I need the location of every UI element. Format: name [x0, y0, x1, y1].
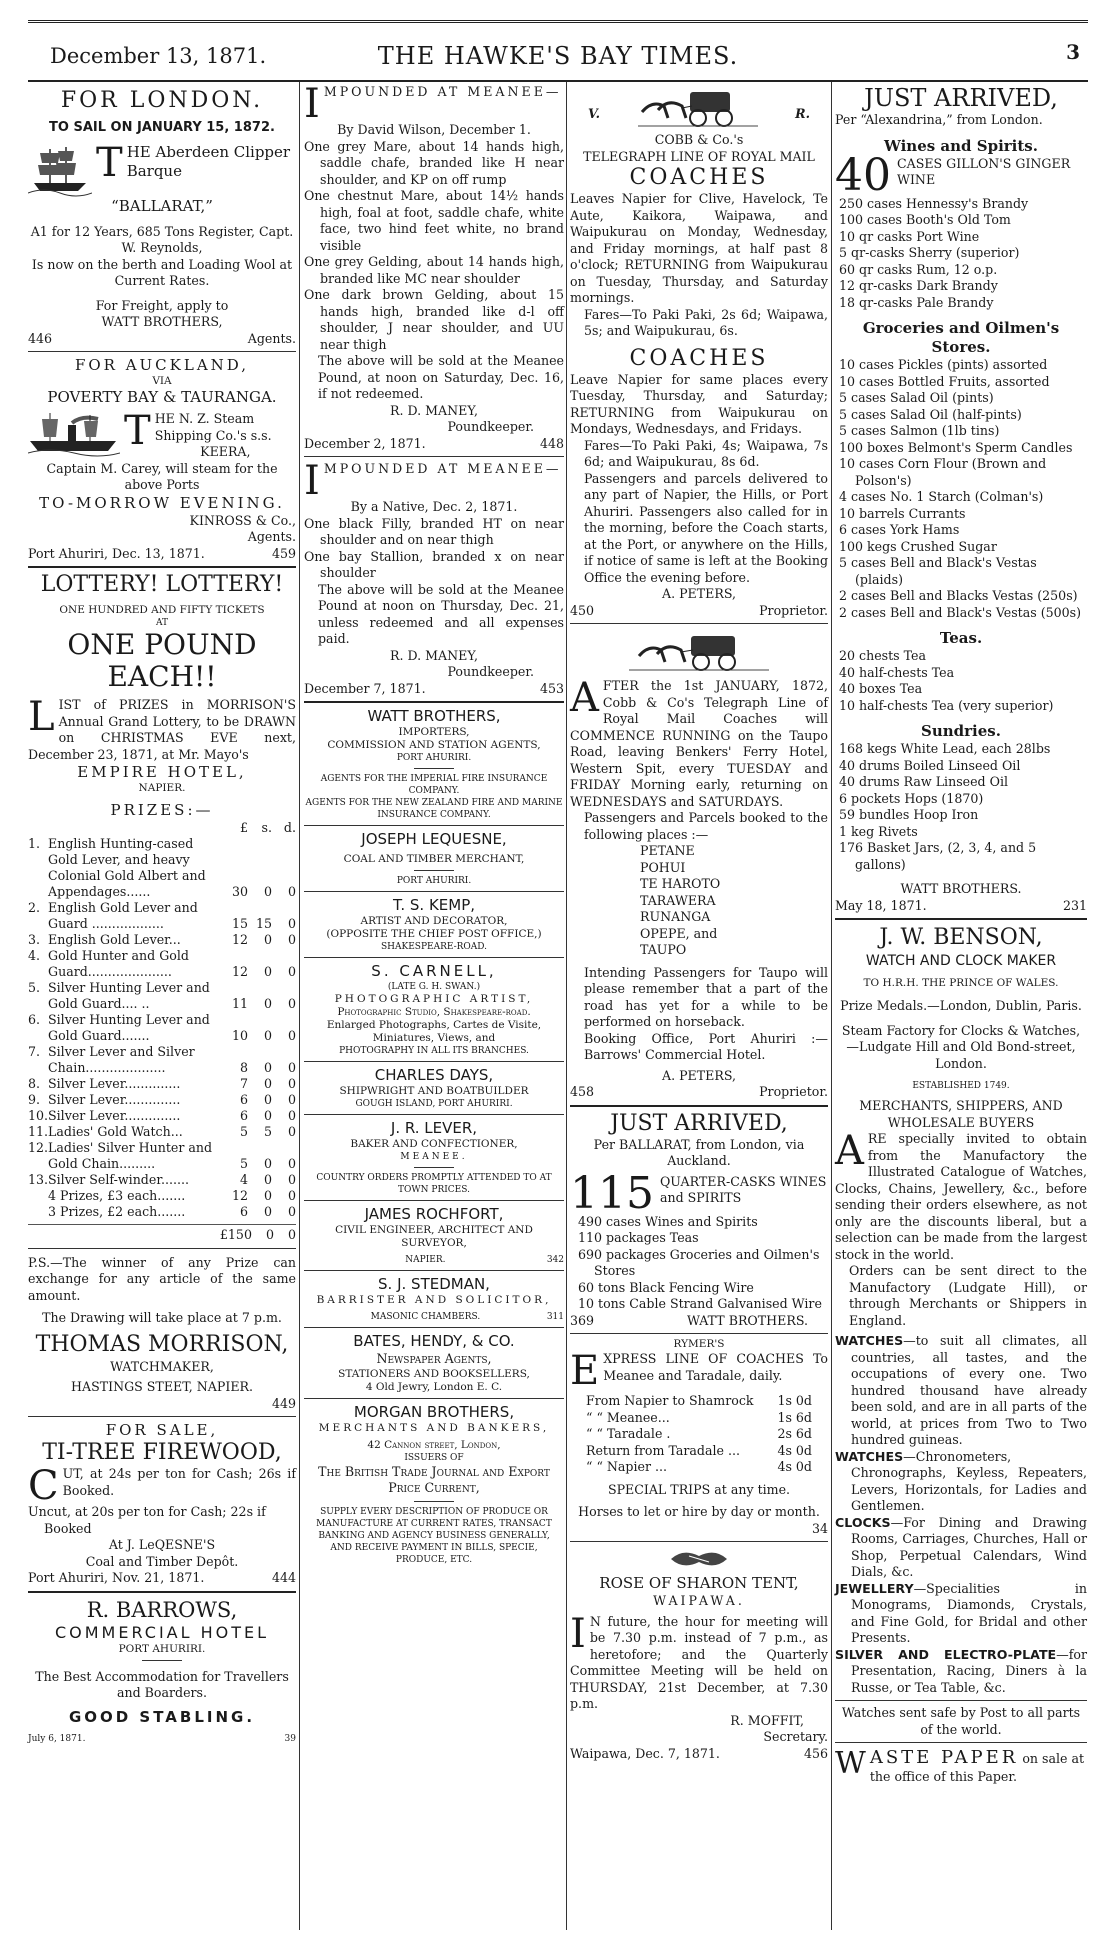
- prize-row: [28, 1092, 296, 1108]
- list-item: 10 barrels Currants: [839, 505, 966, 521]
- prize-cell: 10.: [28, 1108, 49, 1123]
- prize-cell: 0: [263, 932, 272, 947]
- category-text: —Specialities in Monograms, Diamonds, Crystals, and Fine Gold, for Bridal and other Presents.: [851, 1580, 1087, 1645]
- list-item: 60 tons Black Fencing Wire: [578, 1279, 754, 1295]
- prize-cell: 7.: [28, 1044, 41, 1059]
- list-item: 20 chests Tea: [839, 648, 927, 663]
- prize-row: [28, 1108, 296, 1124]
- prize-cell: 12: [231, 964, 248, 979]
- list-item: 10 cases Pickles (pints) assorted: [839, 357, 1048, 372]
- prize-cell: 5: [263, 1124, 272, 1139]
- prize-cell: 0: [263, 1188, 272, 1203]
- ship-name: “BALLARAT,”: [111, 196, 213, 215]
- ad-morgan-brothers: MORGAN BROTHERS, MERCHANTS AND BANKERS, 42 Cannon street, London, ISSUERS OF The British Trade Journal and Export Price Current, SUPPLY EVERY DESCRIPTION OF PRODUCE OR MANUFACTURE AT CURRENT RATES, TRANSACT BANKING AND AGENCY BUSINESS GENERALLY, AND RECEIVE PAYMENT IN BILLS, SPECIE, PRODUCE, ETC.: [304, 1403, 564, 1566]
- prize-cell: Silver Lever..............: [48, 1108, 181, 1123]
- fare-price: 1s 6d: [777, 1409, 812, 1425]
- ad-heading: MPOUNDED AT MEANEE—: [323, 84, 562, 99]
- fare-row: [586, 1459, 812, 1476]
- prize-cell: 0: [263, 1028, 272, 1043]
- list-item: RUNANGA: [640, 909, 711, 924]
- ad-heading: LOTTERY! LOTTERY!: [40, 572, 284, 597]
- list-item: 100 boxes Belmont's Sperm Candles: [839, 439, 1073, 455]
- prize-cell: 5: [239, 1156, 248, 1171]
- ad-carnell: S. CARNELL, (LATE G. H. SWAN.) PHOTOGRAPHIC ARTIST, Photographic Studio, Shakespeare-road. Enlarged Photographs, Cartes de Visite, Miniatures, Views, and PHOTOGRAPHY IN ALL ITS BRANCHES.: [304, 962, 564, 1057]
- ad-lottery: LOTTERY! LOTTERY! ONE HUNDRED AND FIFTY TICKETS AT ONE POUND EACH!! LIST of PRIZES in MORRISON'S Annual Grand Lottery, to be DRAWN on CHRISTMAS EVE next, December 23, 1871, at Mr. Mayo's EMPIRE HOTEL, NAPIER. PRIZES:— £ s. d. 1. English Hunting-cased Gold Lever, and heavy Colonial Gold Albert and Appendages...... 30 0 0 2. English Gold Lever and Guard .................. 15 15 0 3. English Gold Lever... 12 0 0 4. Gold Hunter and Gold Guard..................... 12 0 0 5. Silver Hunting Lever and Gold Guard.... .. 11 0 0 6. Silver Hunting Lever and Gold Guard....... 10 0 0 7. Silver Lever and Silver Chain.................... 8 0 0 8. Silver Lever.............. 7 0 0 9. Silver Lever.............. 6 0 0 10. Silver Lever.............. 6 0 0 11. Ladies' Gold Watch... 5 5 0 12. Ladies' Silver Hunter and Gold Chain......... 5 0 0 13. Silver Self-winder....... 4 0 0 4 Prizes, £3 each....... 12 0 0 3 Prizes, £2 each....... 6 0 0 £150 0 0 P.S.—The winner of any Prize can exchange for any article of the same amount. The Drawing will take place at 7 p.m. THOMAS MORRISON, WATCHMAKER, HASTINGS STEET, NAPIER. 449: [28, 572, 296, 1411]
- ad-rose-of-sharon: ROSE OF SHARON TENT, WAIPAWA. I N future, the hour for meeting will be 7.30 p.m. instead of 7 p.m., as heretofore; and the Quarterly Committee Meeting will be held on THURSDAY, 21st December, at 7.30 p.m. R. MOFFIT, Secretary. Waipawa, Dec. 7, 1871. 456: [570, 1546, 828, 1762]
- prize-row: [28, 948, 296, 980]
- category-keyword: SILVER AND ELECTRO-PLATE: [835, 1646, 1057, 1662]
- prize-cell: 0: [263, 1076, 272, 1091]
- ad-just-arrived-alexandrina: JUST ARRIVED, Per “Alexandrina,” from London. Wines and Spirits. 40 CASES GILLON'S GINGER WINE 250 cases Hennessy's Brandy 100 cases Booth's Old Tom 10 qr casks Port Wine 5 qr-casks Sherry (superior) 60 qr casks Rum, 12 o.p. 12 qr-casks Dark Brandy 18 qr-casks Pale Brandy Groceries and Oilmen's Stores. 10 cases Pickles (pints) assorted 10 cases Bottled Fruits, assorted 5 cases Salad Oil (pints) 5 cases Salad Oil (half-pints) 5 cases Salmon (1lb tins) 100 boxes Belmont's Sperm Candles 10 cases Corn Flour (Brown and Polson's) 4 cases No. 1 Starch (Colman's) 10 barrels Currants 6 cases York Hams 100 kegs Crushed Sugar 5 cases Bell and Black's Vestas (plaids) 2 cases Bell and Blacks Vestas (250s) 2 cases Bell and Black's Vestas (500s) Teas. 20 chests Tea 40 half-chests Tea 40 boxes Tea 10 half-chests Tea (very superior) Sundries. 168 kegs White Lead, each 28lbs 40 drums Boiled Linseed Oil 40 drums Raw Linseed Oil 6 pockets Hops (1870) 59 bundles Hoop Iron 1 keg Rivets 176 Basket Jars, (2, 3, 4, and 5 gallons) WATT BROTHERS. May 18, 1871. 231: [835, 84, 1087, 913]
- column-3: [570, 84, 828, 1762]
- list-item: 5 cases Salad Oil (half-pints): [839, 406, 1022, 422]
- category-keyword: WATCHES: [835, 1333, 904, 1348]
- prize-cell: 4 Prizes, £3 each.......: [48, 1188, 186, 1203]
- prize-cell: Ladies' Silver Hunter and Gold Chain.........: [48, 1140, 213, 1171]
- prize-cell: 5: [239, 1124, 248, 1139]
- top-rule: [28, 20, 1088, 23]
- list-item: TE HAROTO: [640, 876, 721, 891]
- list-item: 2 cases Bell and Blacks Vestas (250s): [839, 588, 1078, 603]
- category-keyword: WATCHES: [835, 1448, 904, 1464]
- ad-heading: J. W. BENSON,: [879, 925, 1043, 950]
- fare-route: “ “ Taradale .: [586, 1426, 671, 1441]
- list-item: 5 cases Salad Oil (pints): [839, 390, 994, 405]
- list-item: 4 cases No. 1 Starch (Colman's): [839, 489, 1044, 504]
- ad-rymers-coaches: RYMER'S EXPRESS LINE OF COACHES To Meanee and Taradale, daily. From Napier to Shamrock 1s 0d “ “ Meanee... 1s 6d “ “ Taradale . 2s 6d Return from Taradale ... 4s 0d “ “ Napier ... 4s 0d SPECIAL TRIPS at any time. Horses to let or hire by day or month. 34: [570, 1338, 828, 1536]
- prize-cell: Silver Lever..............: [48, 1092, 181, 1107]
- prize-cell: 0: [287, 1188, 296, 1203]
- list-item: 10 cases Bottled Fruits, assorted: [839, 373, 1050, 389]
- stagecoach-icon: [638, 84, 758, 130]
- ad-just-arrived-ballarat: JUST ARRIVED, Per BALLARAT, from London, via Auckland. 115 QUARTER-CASKS WINES and SPIRITS 490 cases Wines and Spirits 110 packages Teas 690 packages Groceries and Oilmen's Stores 60 tons Black Fencing Wire 10 tons Cable Strand Galvanised Wire 369 WATT BROTHERS.: [570, 1110, 827, 1328]
- prize-cell: 3 Prizes, £2 each.......: [48, 1204, 186, 1219]
- prize-cell: 12.: [28, 1140, 49, 1155]
- list-item: 10 half-chests Tea (very superior): [839, 697, 1054, 713]
- prize-row: [28, 1044, 296, 1076]
- benson-category: [835, 1581, 1087, 1647]
- prize-row: [28, 932, 296, 948]
- stagecoach-icon: [629, 628, 769, 674]
- prize-cell: 9.: [28, 1092, 41, 1107]
- prize-cell: 0: [263, 1060, 272, 1075]
- ad-kemp: T. S. KEMP, ARTIST AND DECORATOR, (OPPOSITE THE CHIEF POST OFFICE,) SHAKESPEARE-ROAD.: [304, 896, 564, 953]
- prize-row: [28, 980, 296, 1012]
- ship-icon: [28, 143, 92, 197]
- prize-cell: Silver Hunting Lever and Gold Guard.......: [48, 1012, 210, 1043]
- ad-impounded-2: IMPOUNDED AT MEANEE— By a Native, Dec. 2, 1871. One black Filly, branded HT on near shoulder and on near thigh One bay Stallion, branded x on near shoulder The above will be sold at the Meanee Pound at noon on Thursday, Dec. 21, unless redeemed and all expenses paid. R. D. MANEY, Poundkeeper. December 7, 1871. 453: [304, 458, 564, 696]
- prize-cell: 0: [287, 1076, 296, 1091]
- prize-cell: 7: [239, 1076, 248, 1091]
- prize-cell: 3.: [28, 932, 41, 947]
- prize-cell: 0: [287, 932, 296, 947]
- prize-cell: 0: [287, 1092, 296, 1107]
- prize-cell: Silver Self-winder.......: [48, 1172, 189, 1187]
- ad-heading: MPOUNDED AT MEANEE—: [323, 461, 562, 476]
- list-item: 2 cases Bell and Black's Vestas (500s): [839, 604, 1082, 620]
- prize-cell: 12: [231, 932, 248, 947]
- list-item: One grey Mare, about 14 hands high, saddle chafe, branded like H near shoulder, and KP on off rump: [304, 138, 564, 187]
- fare-route: “ “ Napier ...: [586, 1459, 667, 1474]
- prize-row: [28, 1204, 296, 1220]
- list-item: 40 drums Raw Linseed Oil: [839, 774, 1009, 789]
- prize-cell: 0: [263, 1108, 272, 1123]
- prize-cell: 2.: [28, 900, 41, 915]
- prize-row: [28, 900, 296, 932]
- prize-cell: Ladies' Gold Watch...: [48, 1124, 183, 1139]
- prize-row: [28, 1124, 296, 1140]
- prize-cell: 12: [231, 1188, 248, 1203]
- ad-barrows: R. BARROWS, COMMERCIAL HOTEL PORT AHURIRI. The Best Accommodation for Travellers and Boarders. GOOD STABLING. July 6, 1871. 39: [28, 1597, 296, 1744]
- prize-cell: 13.: [28, 1172, 49, 1187]
- prize-cell: Silver Hunting Lever and Gold Guard.... ..: [48, 980, 210, 1011]
- prize-cell: 6.: [28, 1012, 41, 1027]
- prize-cell: 0: [263, 1204, 272, 1219]
- ad-taupo-coaches: AFTER the 1st JANUARY, 1872, Cobb & Co's Telegraph Line of Royal Mail Coaches will COMMENCE RUNNING on the Taupo Road, leaving Benkers' Ferry Hotel, Western Spit, every TUESDAY and FRIDAY Morning early, returning on WEDNESDAYS and SATURDAYS. Passengers and Parcels booked to the following places :— PETANE POHUI TE HAROTO TARAWERA RUNANGA OPEPE, and TAUPO Intending Passengers for Taupo will please remember that a part of the road has yet for a while to be performed on horseback. Booking Office, Port Ahuriri :—Barrows' Commercial Hotel. A. PETERS, 458 Proprietor.: [570, 628, 828, 1101]
- prize-cell: 0: [263, 884, 272, 899]
- prize-cell: 8: [239, 1060, 248, 1075]
- list-item: One grey Gelding, about 14 hands high, branded like MC near shoulder: [304, 254, 564, 286]
- fare-row: [586, 1410, 812, 1427]
- column-divider: [831, 82, 832, 1930]
- prize-cell: 1.: [28, 836, 41, 851]
- prize-cell: 11: [231, 996, 248, 1011]
- prize-cell: Silver Lever..............: [48, 1076, 181, 1091]
- list-item: 690 packages Groceries and Oilmen's Stores: [578, 1246, 820, 1278]
- sail-date: TO SAIL ON JANUARY 15, 1872.: [49, 120, 275, 135]
- category-text: —For Dining and Drawing Rooms, Carriages, Churches, Hall or Shop, Perpetual Calendars, Wind Dials, &c.: [851, 1514, 1087, 1579]
- ad-heading: JUST ARRIVED,: [864, 84, 1058, 112]
- list-item: 250 cases Hennessy's Brandy: [839, 195, 1029, 211]
- steamship-icon: [28, 411, 120, 457]
- prize-cell: [28, 1204, 48, 1220]
- prize-cell: 0: [263, 1156, 272, 1171]
- benson-category: [835, 1647, 1087, 1697]
- ad-heading: J. R. LEVER,: [390, 1119, 478, 1137]
- list-item: OPEPE, and: [640, 925, 718, 941]
- list-item: 18 qr-casks Pale Brandy: [839, 294, 994, 310]
- fare-route: Return from Taradale ...: [586, 1442, 740, 1458]
- list-item: PETANE: [640, 843, 695, 858]
- ad-heading: R. BARROWS,: [86, 1597, 238, 1622]
- column-2: [304, 81, 564, 1566]
- benson-category: [835, 1515, 1087, 1581]
- ad-waste-paper: W ASTE PAPER on sale at the office of this Paper.: [835, 1746, 1085, 1784]
- prize-cell: 0: [287, 1156, 296, 1171]
- ad-heading: ASTE PAPER: [869, 1747, 1019, 1768]
- list-item: 5 cases Salmon (1lb tins): [839, 423, 1000, 438]
- prize-cell: English Gold Lever and Guard ..................: [48, 900, 198, 931]
- fare-price: 4s 0d: [777, 1442, 812, 1458]
- ad-watt-brothers: WATT BROTHERS, IMPORTERS, COMMISSION AND STATION AGENTS, PORT AHURIRI. AGENTS FOR THE IMPERIAL FIRE INSURANCE COMPANY. AGENTS FOR THE NEW ZEALAND FIRE AND MARINE INSURANCE COMPANY.: [305, 707, 563, 820]
- prize-row: [28, 1012, 296, 1044]
- fare-price: 4s 0d: [777, 1459, 812, 1474]
- list-item: 5 cases Bell and Black's Vestas (plaids): [839, 555, 1037, 587]
- prize-cell: Gold Hunter and Gold Guard.....................: [48, 948, 189, 979]
- ad-heading: WATT BROTHERS,: [367, 707, 501, 725]
- prize-cell: Silver Lever and Silver Chain....................: [48, 1044, 195, 1075]
- list-item: One black Filly, branded HT on near shoulder and on near thigh: [304, 515, 564, 547]
- prize-cell: 0: [287, 1060, 296, 1075]
- page-number: 3: [1066, 40, 1080, 64]
- fare-route: “ “ Meanee...: [586, 1409, 670, 1425]
- list-item: 40 drums Boiled Linseed Oil: [839, 757, 1021, 773]
- fare-price: 1s 0d: [777, 1393, 812, 1408]
- list-item: 6 pockets Hops (1870): [839, 790, 984, 806]
- masthead-title: THE HAWKE'S BAY TIMES.: [377, 42, 739, 70]
- ad-heading: BATES, HENDY, & CO.: [353, 1332, 515, 1350]
- prize-cell: 6: [239, 1092, 248, 1107]
- prize-cell: 0: [263, 964, 272, 979]
- prize-cell: 5.: [28, 980, 41, 995]
- ad-heading: T. S. KEMP,: [392, 896, 476, 914]
- ad-lever: J. R. LEVER, BAKER AND CONFECTIONER, MEANEE. COUNTRY ORDERS PROMPTLY ATTENDED TO AT TOWN PRICES.: [304, 1119, 564, 1196]
- prize-cell: 6: [239, 1108, 248, 1123]
- benson-category: [835, 1333, 1087, 1449]
- list-item: One bay Stallion, branded x on near shoulder: [304, 548, 564, 580]
- prize-cell: 0: [263, 1092, 272, 1107]
- list-item: 6 cases York Hams: [839, 522, 960, 537]
- prize-row: [28, 1076, 296, 1092]
- prize-cell: [28, 1188, 48, 1204]
- ad-heading: FOR AUCKLAND,: [74, 356, 250, 374]
- category-text: —to suit all climates, all countries, all tastes, and the occupations of every one. Two hundred thousand have already been sold, and are in all parts of the world, at prices from Two to Two hundred guineas.: [851, 1333, 1087, 1447]
- ad-heading: JUST ARRIVED,: [610, 1110, 788, 1136]
- ad-heading: FOR LONDON.: [60, 88, 264, 113]
- list-item: One chestnut Mare, about 14½ hands high, foal at foot, saddle chafe, white face, two hind feet white, no brand visible: [304, 188, 564, 253]
- fare-price: 2s 6d: [777, 1426, 812, 1441]
- masthead: [28, 38, 1088, 78]
- prize-cell: 0: [287, 1108, 296, 1123]
- prize-cell: 30: [231, 884, 248, 899]
- prize-cell: 15: [255, 916, 272, 931]
- ad-benson: J. W. BENSON, WATCH AND CLOCK MAKER TO H.R.H. THE PRINCE OF WALES. Prize Medals.—London, Dublin, Paris. Steam Factory for Clocks & Watches, —Ludgate Hill and Old Bond-street, London. ESTABLISHED 1749. MERCHANTS, SHIPPERS, AND WHOLESALE BUYERS ARE specially invited to obtain from the Manufactory the Illustrated Catalogue of Watches, Clocks, Chains, Jewellery, &c., before sending their orders elsewhere, as not only are the discounts liberal, but a selection can be made from the largest stock in the world. Orders can be sent direct to the Manufactory (Ludgate Hill), or through Merchants or Shippers in England. WATCHES—to suit all climates, all countries, all tastes, and the occupations of every one. Two hundred thousand have already been sold, and are in all parts of the world, at prices from Two to Two hundred guineas. WATCHES—Chronometers, Chronographs, Keyless, Repeaters, Levers, Horizontals, for Ladies and Gentlemen. CLOCKS—For Dining and Drawing Rooms, Carriages, Churches, Hall or Shop, Perpetual Calendars, Wind Dials, &c. JEWELLERY—Specialities in Monograms, Diamonds, Crystals, and Fine Gold, for Bridal and other Presents. SILVER AND ELECTRO-PLATE—for Presentation, Racing, Diners à la Russe, or Tea Table, &c. Watches sent safe by Post to all parts of the world.: [835, 925, 1087, 1737]
- ad-heading: MORGAN BROTHERS,: [353, 1402, 515, 1421]
- ad-cobb-coaches: V. R. COBB & Co.'s TELEGRAPH LINE OF ROYAL MAIL COACHES Leaves Napier for Clive, Havelock, Te Aute, Kaikora, Waipawa, and Waipukurau on Monday, Wednesday, and Friday mornings, at half past 8 o'clock; RETURNING from Waipukurau on Tuesday, Thursday, and Saturday mornings. Fares—To Paki Paki, 2s 6d; Waipawa, 5s; and Waipukurau, 6s. COACHES Leave Napier for same places every Tuesday, Thursday, and Saturday; RETURNING from Waipukurau on Mondays, Wednesdays, and Fridays. Fares—To Paki Paki, 4s; Waipawa, 7s 6d; and Waipukurau, 8s 6d. Passengers and parcels delivered to any part of Napier, the Hills, or Port Ahuriri. Passengers also called for in the morning, before the Coach starts, at the Port, or anywhere on the Hills, if notice of same is left at the Booking Office the evening before. A. PETERS, 450 Proprietor.: [570, 84, 828, 619]
- ad-lequesne: JOSEPH LEQUESNE, COAL AND TIMBER MERCHANT, PORT AHURIRI.: [304, 830, 564, 887]
- fare-row: [586, 1443, 812, 1460]
- prize-cell: 0: [287, 884, 296, 899]
- masthead-date: December 13, 1871.: [50, 44, 267, 68]
- list-item: 12 qr-casks Dark Brandy: [839, 278, 998, 293]
- list-item: TARAWERA: [640, 892, 716, 908]
- ad-heading: CHARLES DAYS,: [374, 1066, 494, 1084]
- category-keyword: JEWELLERY: [835, 1580, 914, 1596]
- list-item: 490 cases Wines and Spirits: [578, 1213, 758, 1229]
- ad-for-london: FOR LONDON. TO SAIL ON JANUARY 15, 1872. T HE Aberdeen Clipper Barque “BALLARAT,” A1 for 12 Years, 685 Tons Register, Capt. W. Reynolds, Is now on the berth and Loading Wool at Current Rates. For Freight, apply to WATT BROTHERS, 446 Agents.: [28, 88, 296, 346]
- watchmaker-name: THOMAS MORRISON,: [35, 1331, 289, 1357]
- fare-route: From Napier to Shamrock: [586, 1393, 754, 1408]
- fare-row: [586, 1393, 812, 1410]
- fare-row: [586, 1426, 812, 1443]
- list-item: 176 Basket Jars, (2, 3, 4, and 5 gallons): [839, 840, 1037, 872]
- list-item: 10 qr casks Port Wine: [839, 228, 980, 244]
- prize-cell: 6: [239, 1204, 248, 1219]
- list-item: 40 boxes Tea: [839, 681, 923, 696]
- clasped-hands-icon: [669, 1546, 729, 1572]
- list-item: 1 keg Rivets: [839, 823, 918, 839]
- list-item: 10 tons Cable Strand Galvanised Wire: [578, 1296, 822, 1311]
- category-text: —Chronometers, Chronographs, Keyless, Repeaters, Levers, Horizontals, for Ladies and Gentlemen.: [851, 1448, 1087, 1513]
- header-rule: [28, 80, 1088, 82]
- prize-cell: 4.: [28, 948, 41, 963]
- prize-cell: 8.: [28, 1076, 41, 1091]
- prize-cell: English Hunting-cased Gold Lever, and heavy Colonial Gold Albert and Appendages......: [48, 836, 206, 899]
- prize-cell: 0: [287, 996, 296, 1011]
- prize-cell: 0: [287, 916, 296, 931]
- column-4: [835, 84, 1087, 1786]
- ad-heading: JAMES ROCHFORT,: [364, 1205, 504, 1223]
- list-item: 110 packages Teas: [578, 1230, 699, 1245]
- ad-heading: TI-TREE FIREWOOD,: [42, 1440, 282, 1465]
- ad-heading: COACHES: [629, 165, 769, 190]
- prize-cell: 0: [287, 1028, 296, 1043]
- prize-cell: 0: [287, 964, 296, 979]
- column-divider: [299, 82, 300, 1930]
- column-divider: [566, 82, 567, 1930]
- prize-cell: 10: [231, 1028, 248, 1043]
- column-1: [28, 84, 296, 1745]
- prize-row: [28, 1140, 296, 1172]
- prize-cell: English Gold Lever...: [48, 932, 181, 947]
- ad-for-auckland: FOR AUCKLAND, VIA POVERTY BAY & TAURANGA. T HE N. Z. Steam Shipping Co.'s s.s. KEERA, Captain M. Carey, will steam for the above Ports TO-MORROW EVENING. KINROSS & Co., Agents. Port Ahuriri, Dec. 13, 1871. 459: [28, 356, 296, 561]
- ad-heading: JOSEPH LEQUESNE,: [361, 830, 507, 848]
- list-item: 168 kegs White Lead, each 28lbs: [839, 741, 1051, 756]
- prize-row: [28, 1172, 296, 1188]
- prize-cell: 4: [239, 1172, 248, 1187]
- prize-cell: 0: [287, 1124, 296, 1139]
- ad-firewood: FOR SALE, TI-TREE FIREWOOD, CUT, at 24s per ton for Cash; 26s if Booked. Uncut, at 20s per ton for Cash; 22s if Booked At J. LeQESNE'S Coal and Timber Depôt. Port Ahuriri, Nov. 21, 1871. 444: [28, 1421, 296, 1585]
- list-item: One dark brown Gelding, about 15 hands high, branded like d-l off shoulder, J near shoulder, and UU near thigh: [304, 287, 564, 352]
- list-item: 60 qr casks Rum, 12 o.p.: [839, 261, 998, 277]
- list-item: 40 half-chests Tea: [839, 664, 955, 680]
- list-item: POHUI: [640, 859, 686, 875]
- list-item: 100 kegs Crushed Sugar: [839, 538, 997, 554]
- prize-cell: 0: [263, 996, 272, 1011]
- list-item: 5 qr-casks Sherry (superior): [839, 245, 1020, 260]
- category-text: —for Presentation, Racing, Diners à la Russe, or Tea Table, &c.: [851, 1646, 1087, 1695]
- prize-row: [28, 836, 296, 900]
- prize-cell: 0: [263, 1172, 272, 1187]
- benson-category: [835, 1449, 1087, 1515]
- prize-cell: 0: [287, 1172, 296, 1187]
- ad-days: CHARLES DAYS, SHIPWRIGHT AND BOATBUILDER GOUGH ISLAND, PORT AHURIRI.: [304, 1066, 564, 1110]
- ad-heading: ROSE OF SHARON TENT,: [599, 1574, 799, 1592]
- ad-heading: S. CARNELL,: [371, 962, 497, 980]
- list-item: TAUPO: [640, 942, 687, 957]
- list-item: 10 cases Corn Flour (Brown and Polson's): [839, 456, 1047, 488]
- list-item: 59 bundles Hoop Iron: [839, 807, 979, 822]
- ad-stedman: S. J. STEDMAN, BARRISTER AND SOLICITOR, MASONIC CHAMBERS. 311: [304, 1275, 564, 1323]
- prize-cell: 15: [231, 916, 248, 931]
- ad-rochfort: JAMES ROCHFORT, CIVIL ENGINEER, ARCHITECT AND SURVEYOR, NAPIER. 342: [304, 1205, 564, 1266]
- list-item: 100 cases Booth's Old Tom: [839, 212, 1011, 227]
- ad-bates-hendy: BATES, HENDY, & CO. Newspaper Agents, STATIONERS AND BOOKSELLERS, 4 Old Jewry, London E. C.: [304, 1332, 564, 1394]
- ad-heading: S. J. STEDMAN,: [378, 1275, 490, 1293]
- prize-row: [28, 1188, 296, 1204]
- prize-cell: 11.: [28, 1124, 49, 1139]
- prize-list: £ s. d. 1. English Hunting-cased Gold Lever, and heavy Colonial Gold Albert and Appendages...... 30 0 0 2. English Gold Lever and Guard .................. 15 15 0 3. English Gold Lever... 12 0 0 4. Gold Hunter and Gold Guard..................... 12 0 0 5. Silver Hunting Lever and Gold Guard.... .. 11 0 0 6. Silver Hunting Lever and Gold Guard....... 10 0 0 7. Silver Lever and Silver Chain.................... 8 0 0 8. Silver Lever.............. 7 0 0 9. Silver Lever.............. 6 0 0 10. Silver Lever.............. 6 0 0 11. Ladies' Gold Watch... 5 5 0 12. Ladies' Silver Hunter and Gold Chain......... 5 0 0 13. Silver Self-winder....... 4 0 0 4 Prizes, £3 each....... 12 0 0 3 Prizes, £2 each....... 6 0 0: [28, 820, 296, 1219]
- ad-impounded-1: IMPOUNDED AT MEANEE— By David Wilson, December 1. One grey Mare, about 14 hands high, saddle chafe, branded like H near shoulder, and KP on off rump One chestnut Mare, about 14½ hands high, foal at foot, saddle chafe, white face, two hind feet white, no brand visible One grey Gelding, about 14 hands high, branded like MC near shoulder One dark brown Gelding, about 15 hands high, branded like d-l off shoulder, J near shoulder, and UU near thigh The above will be sold at the Meanee Pound, at noon on Saturday, Dec. 16, if not redeemed. R. D. MANEY, Poundkeeper. December 2, 1871. 448: [304, 81, 564, 451]
- prize-cell: 0: [287, 1204, 296, 1219]
- category-keyword: CLOCKS: [835, 1514, 891, 1530]
